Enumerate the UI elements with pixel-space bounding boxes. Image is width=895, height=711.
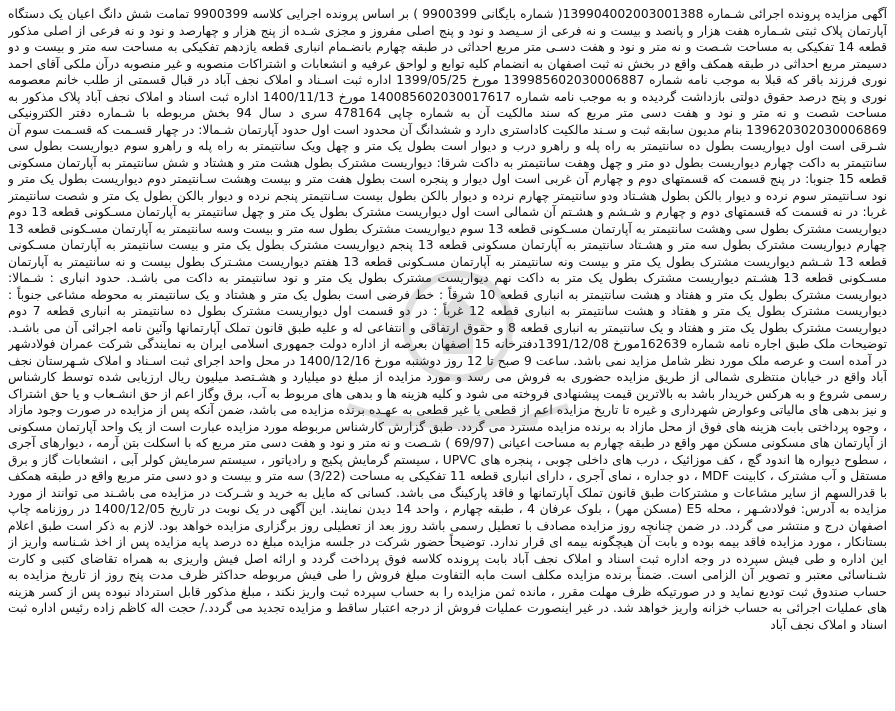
auction-notice-text: آگهی مزایده پرونده اجرائی شـماره 139904002003001388( شماره بایگانی 9900399 ) بر اساس پرونده اجرایی کلاسه 9900399 تمامت شش دانگ اعیان یک دستگاه آپارتمان پلاک ثبتی شـماره هفت هزار و پانصد و بیست و نه فرعی از سـیصد و نود و پنج اصلی مفروز و مجزی شـده از پنج هزار و چهارصد و نود و نه فرعی از اصلی مذکور قطعه 14 تفکیکی به مساحت شـصت و نه متر و نود و هفت دسـی متر مربع احداثی در طبقه چهارم بانضـمام انباری قطعه یازدهم تفکیکی به مساحت سه متر و بیست و دو دسیمتر مربع احداثی در طبقه همکف واقع در بخش نه ثبت اصفهان به انضمام کلیه توابع و لواحق عرفیه و انشعابات و اشتراکات منصوبه و غیر منصوبه درآن ملکی آقای احمد نوری فرزند باقر که قبلا به موجب نامه شماره 139985602030006887 مورخ 1399/05/25 اداره ثبت اسـناد و املاک نجف آباد در قبال قسمتی از طلب خانم معصومه نوری و پنج درصد حقوق دولتی بازداشت گردیده و به موجب نامه شماره 140085602030017617 مورخ 1400/11/13 اداره ثبت اسناد و املاک نجف آباد پلاک مذکور به مساحت شصت و نه متر و نود و هفت دسی متر مربع که سند مالکیت آن به شماره چاپی 478164 سری د سال 94 بخش مربوطه با شـماره دفتر الکترونیکی 139620302030006869 بنام مدیون سابقه ثبت و سـند مالکیت کاداستری دارد و ششدانگ آن محدود است اول حدود آپارتمان شـمالا: در چهار قسـمت که قسـمت سوم آن شـرقی است اول دیواریست بطول ده سانتیمتر به راه پله و راهرو درب و دیوار است بطول یک متر و چهل ویک سانتیمتر به راه پله و راهرو سوم دیواریست بطول سی سانتیمتر به داکت چهارم دیواریست بطول دو متر و چهل وهفت سانتیمتر به داکت شرقا: دیواریست مشترک بطول هشت متر و هشتاد و شش سانتیمتر به آپارتمان مسکونی قطعه 15 جنوبا: در پنج قسمت که قسمتهای دوم و چهارم آن غربی است اول دیوار و پنجره است بطول هفت متر و بیست وهشت سـانتیمتر دوم دیواریست بطول یک متر و نود سـانتیمتر سوم نرده و دیوار بالکن بطول هشـتاد ودو سانتیمتر چهارم نرده و دیوار بالکن بطول بیست سـانتیمتر پنجم نرده و دیوار بالکن بطول یک متر و شصت سانتیمتر غربا: در نه قسمت که قسمتهای دوم و چهارم و شـشم و هشـتم آن شمالی است اول دیواریست مشترک بطول یک متر و چهل سانتیمتر به آپارتمان مسـکونی قطعه 13 دوم دیواریست مشترک بطول سی وهشت سانتیمتر به آپارتمان مسـکونی قطعه 13 سوم دیواریست مشترک بطول سه متر و بیست وسه سانتیمتر به آپارتمان مسـکونی قطعه 13 چهارم دیواریست مشترک بطول سه متر و هشـتاد سانتیمتر به آپارتمان مسکونی قطعه 13 پنجم دیواریست مشترک بطول یک متر و بیست سانتیمتر به آپارتمان مسـکونی قطعه 13 شـشم دیواریست مشترک بطول یک متر و بیست ونه سانتیمتر به آپارتمان مسـکونی قطعه 13 هفتم دیواریست مشـترک بطول بیست و نه سانتیمتر به آپارتمان مسـکونی قطعه 13 هشـتم دیواریست مشترک بطول یک متر به داکت نهم دیواریست مشترک بطول یک متر و نود سانتیمتر به داکت می باشـد. حدود انباری : شـمالا: دیواریست مشترک بطول یک متر و هفتاد و هشت سانتیمتر به انباری قطعه 10 شرقاً : خط فرضی است بطول یک متر و هشتاد و یک سانتیمتر به محوطه مشاعی جنوباً : دیواریست مشترک بطول یک متر و هفتاد و هشت سانتیمتر به انباری قطعه 12 غرباً : در دو قسمت اول دیواریست مشترک بطول ده سانتیمتر به انباری قطعه 7 دوم دیواریست مشترک بطول یک متر و هفتاد و یک سانتیمتر به انباری قطعه 8 و حقوق ارتفاقی و انتفاعی له و علیه طبق قانون تملک آپارتمانها وآئین نامه اجرائی آن می باشـد. توضیحات ملک طبق اجاره نامه شماره 162639مورخ 1391/12/08دفترخانه 15 اصفهان بعرصه از اداره دولت جمهوری اسلامی ایران به نمایندگی شرکت عمران فولادشهر در آمده است و عرصه ملک مورد نظر شامل مزاید نمی باشد. ساعت 9 صبح تا 12 روز دوشنبه مورخ 1400/12/16 در محل واحد اجرای ثبت اسـناد و املاک شـهرستان نجف آباد واقع در خیابان منتظری شمالی از طریق مزایده حضوری به فروش می رسد و مورد مزایده از مبلغ دو میلیارد و هشـتصد میلیون ریال ارزیابی شده توسط کارشناس رسمی شروع و به هرکس خریدار باشد به بالاترین قیمت پیشنهادی فروخته می شود و کلیه هزینه ها و بدهی های مربوط به آب، برق وگاز اعم از حق انشـعاب و یا حق اشتراک و نیز بدهی های مالیاتی وعوارض شهرداری و غیره تا تاریخ مزایده اعم از قطعی یا غیر قطعی به عهـده برنده مزایده می باشد، ضمن آنکه پس از مزایده در صورت وجود مازاد ، وجوه پرداختی بابت هزینه های فوق از محل مازاد به برنده مزایده مسترد می گردد. طبق گزارش کارشناس مربوطه مورد مزایده عبارت است از یک واحد آپارتمان مسکونی از آپارتمان های مسکونی مسکن مهر واقع در طبقه چهارم به مساحت اعیانی (69/97 ) شـصت و نه متر و نود و هفت دسی متر مربع که با اسکلت بتن آرمه ، دیوارهای آجری ، سطوح دیواره ها اندود گچ ، کف موزائیک ، درب های داخلی چوبی ، پنجره های UPVC ، سیستم گرمایش پکیج و رادیاتور ، سیستم سرمایش کولر آبی ، انشعابات گاز و برق مستقل و آب مشترک ، کابینت MDF ، دو جداره ، نمای آجری ، دارای انباری قطعه 11 تفکیکی به مساحت (3/22) سه متر و بیست و دو دسی متر مربع واقع در طبقه همکف با قدرالسهم از سایر مشاعات و مشترکات طبق قانون تملک آپارتمانها و فاقد پارکینگ می باشد. کسانی که مایل به خرید و شـرکت در مزایده می باشـند می توانند از مورد مزایده به آدرس: فولادشـهر ، محله E5 (مسکن مهر) ، بلوک عرفان 4 ، طبقه چهارم ، واحد 14 دیدن نمایند. این آگهی در یک نوبت در تاریخ 1400/12/05 در روزنامه چاپ اصفهان درج و منتشر می گردد. در ضمن چنانچه روز مزایده مصادف با تعطیل رسمی باشد روز بعد از تعطیلی روز برگزاری مزایده خواهد بود. لازم به ذکر است طبق اعلام بستانکار ، مورد مزایده فاقد بیمه بوده و بابت آن هیچگونه بیمه ای قرار ندارد. توضیحاً حضور شرکت در جلسه مزایده مبلغ ده درصد پایه مزایده پس از اخذ شـناسه واریز از این اداره و طی فیش سپرده در وجه اداره ثبت اسناد و املاک نجف آباد بابت پرونده کلاسه فوق پرداخت گردد و ارائه اصل فیش واریزی به همراه تقاضای کتبی و کارت شـناسائی معتبر و تصویر آن الزامی است. ضمناً برنده مزایده مکلف است مابه التفاوت مبلغ فروش را طی فیش مربوطه حداکثر ظرف مدت پنج روز از تاریخ مزایده به حساب صندوق ثبت تودیع نماید و در صورتیکه ظرف مهلت مقرر ، مانده ثمن مزایده را به حساب سپرده ثبت واریز نکند ، مبلغ مذکور قابل استرداد نبوده پس از کسر هزینه های عملیات اجرائی به حساب خزانه واریز خواهد شد. در غیر اینصورت عملیات فروش از درجه اعتبار ساقط و مزایده تجدید می گردد./ حجت اله کاظم زاده رئیس اداره ثبت اسناد و املاک نجف آباد	[8, 7, 887, 632]
notice-page	[8, 6, 887, 706]
